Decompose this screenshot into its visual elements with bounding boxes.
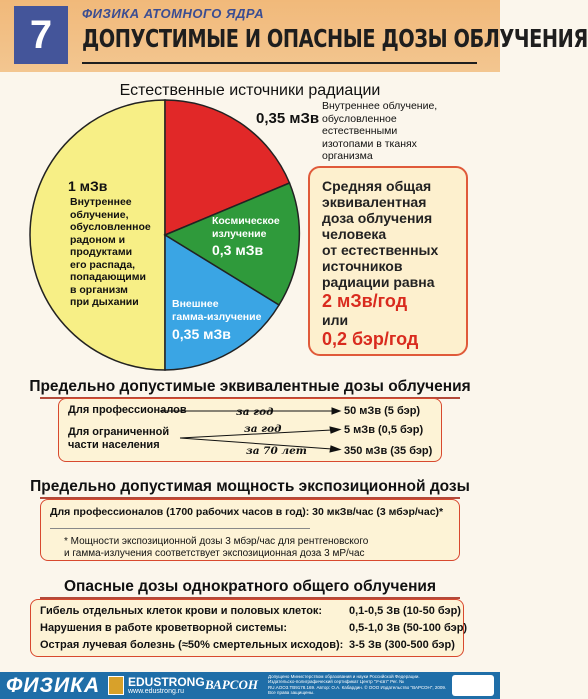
internal-description: Внутреннее облучение, обусловленное естественными изотопами в тканях организма — [322, 100, 438, 162]
population-70-value: 350 мЗв (35 бэр) — [344, 445, 433, 457]
dangerous-row-value: 3-5 Зв (300-500 бэр) — [349, 639, 455, 651]
period-year-1: за год — [236, 406, 274, 418]
dangerous-row-label: Гибель отдельных клеток крови и половых клеток: — [40, 605, 323, 617]
summary-or: или — [322, 312, 349, 328]
gamma-dose: 0,35 мЗв — [172, 326, 231, 342]
average-dose-box — [308, 166, 468, 356]
edustrong-logo: EDUSTRONG — [128, 675, 205, 689]
period-year-2: за год — [244, 423, 282, 435]
footer — [0, 672, 500, 699]
header — [0, 0, 588, 72]
dangerous-row-label: Острая лучевая болезнь (≈50% смертельных исходов): — [40, 639, 344, 651]
edustrong-website: www.edustrong.ru — [128, 688, 185, 695]
title-underline — [82, 62, 477, 64]
dangerous-doses-title: Опасные дозы однократного общего облучения — [64, 578, 436, 595]
natural-sources-title: Естественные источники радиации — [119, 82, 381, 99]
professionals-label: Для профессионалов — [68, 404, 187, 416]
exposure-rate-title: Предельно допустимая мощность экспозиционной дозы — [30, 478, 470, 495]
poster-number: 7 — [14, 6, 68, 64]
exposure-rate-value: Для профессионалов (1700 рабочих часов в год): 30 мкЗв/час (3 мбэр/час)* — [50, 506, 444, 518]
permissible-doses-title: Предельно допустимые эквивалентные дозы облучения — [29, 378, 471, 395]
professionals-value: 50 мЗв (5 бэр) — [344, 405, 421, 417]
summary-text: Средняя общая эквивалентная доза облучения человека от естественных источников радиации равна — [322, 178, 439, 290]
topic-label: ФИЗИКА АТОМНОГО ЯДРА — [82, 6, 265, 21]
cosmic-description: Космическое излучение — [212, 215, 280, 240]
publisher-logo-icon — [452, 675, 494, 696]
radon-description: Внутреннее облучение, обусловленное радоном и продуктами его распада, попадающими в организм при дыхании — [70, 196, 151, 308]
dangerous-row-value: 0,5-1,0 Зв (50-100 бэр) — [349, 622, 468, 634]
summary-value-ber: 0,2 бэр/год — [322, 329, 419, 349]
cosmic-dose: 0,3 мЗв — [212, 242, 264, 258]
footnote-divider — [50, 528, 310, 529]
legal-text: Допущено Министерством образования и науки Российской Федерации. Издательско-полиграфический сертификат Центр "Учсвт" Рег. № RU.AOO3.TB9178.169. Автор: О.А. Кабардин. © ООО Издательство "ВАРСОН", 2009. Все права защищены. — [268, 674, 447, 695]
population-year-value: 5 мЗв (0,5 бэр) — [344, 424, 424, 436]
exposure-footnote: * Мощности экспозиционной дозы 3 мбэр/час для рентгеновского и гамма-излучения соответствует экспозиционная доза 3 мР/час — [64, 536, 369, 559]
period-70-years: за 70 лет — [246, 445, 307, 457]
radon-dose: 1 мЗв — [68, 178, 108, 194]
population-label: Для ограниченной части населения — [68, 426, 170, 451]
footer-brand: ФИЗИКА — [6, 674, 101, 697]
dangerous-row-value: 0,1-0,5 Зв (10-50 бэр) — [349, 605, 461, 617]
varson-logo: ВАРСОН — [205, 677, 258, 692]
dangerous-row-label: Нарушения в работе кроветворной системы: — [40, 622, 288, 634]
summary-value-msv: 2 мЗв/год — [322, 291, 408, 311]
internal-dose: 0,35 мЗв — [256, 110, 320, 127]
emblem-icon — [108, 676, 124, 695]
page-title: ДОПУСТИМЫЕ И ОПАСНЫЕ ДОЗЫ ОБЛУЧЕНИЯ — [82, 24, 588, 53]
gamma-description: Внешнее гамма-излучение — [172, 298, 262, 323]
